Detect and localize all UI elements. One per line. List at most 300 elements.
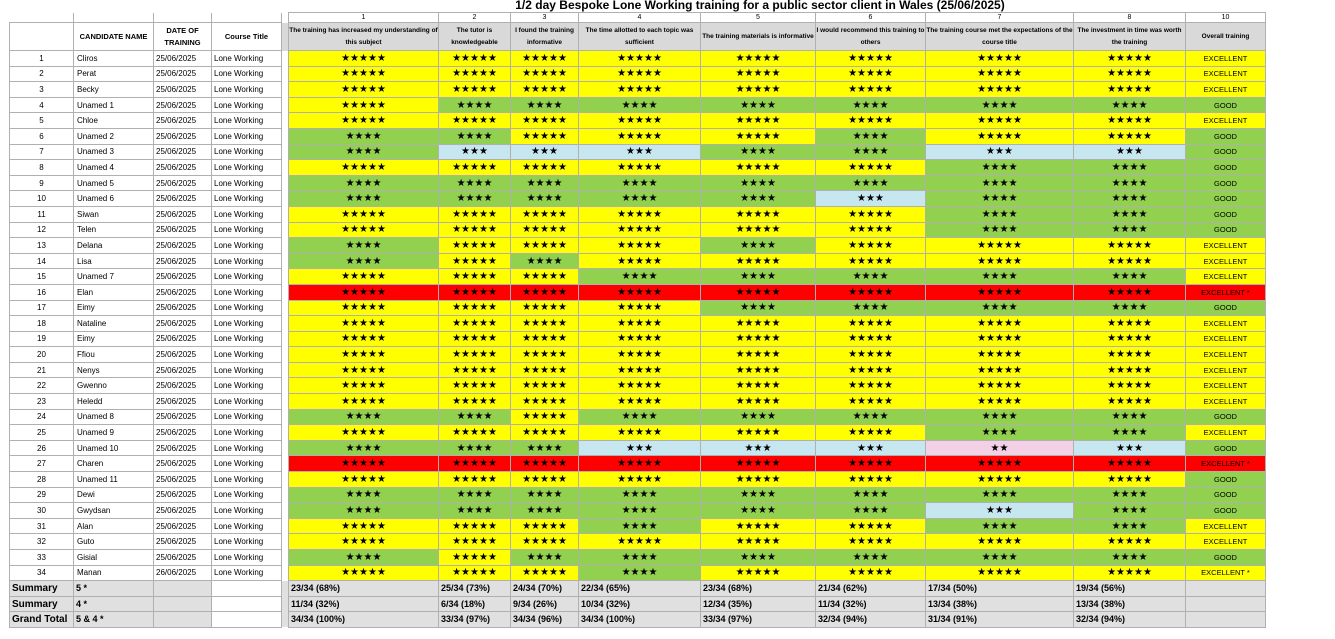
blank-cell (10, 13, 74, 23)
spacer-cell (282, 97, 289, 113)
star-rating: ★★★★ (439, 409, 511, 425)
column-number: 4 (579, 13, 701, 23)
star-rating: ★★★★★ (511, 534, 579, 550)
summary-value: 19/34 (56%) (1074, 581, 1186, 597)
table-row (10, 394, 1266, 410)
star-rating: ★★★★★ (511, 160, 579, 176)
course-title: Lone Working (212, 425, 282, 441)
spacer-cell (282, 51, 289, 67)
star-rating: ★★★★ (439, 175, 511, 191)
spacer-cell (282, 518, 289, 534)
star-rating: ★★★★★ (511, 269, 579, 285)
star-rating: ★★★★★ (511, 472, 579, 488)
course-title: Lone Working (212, 565, 282, 581)
star-rating: ★★★★★ (439, 565, 511, 581)
header-course-title: Course Title (212, 23, 282, 51)
training-date: 25/06/2025 (154, 456, 212, 472)
star-rating: ★★★★ (926, 487, 1074, 503)
spacer-cell (282, 581, 289, 597)
training-date: 25/06/2025 (154, 316, 212, 332)
overall-rating: EXCELLENT (1186, 518, 1266, 534)
candidate-name: Heledd (74, 394, 154, 410)
training-date: 25/06/2025 (154, 300, 212, 316)
spacer-cell (282, 160, 289, 176)
star-rating: ★★★★★ (511, 456, 579, 472)
star-rating: ★★★★ (289, 191, 439, 207)
row-number: 30 (10, 503, 74, 519)
header-question-1: The training has increased my understanding of this subject (289, 23, 439, 51)
table-row (10, 269, 1266, 285)
star-rating: ★★★★★ (439, 378, 511, 394)
summary-blank (212, 612, 282, 628)
star-rating: ★★★★★ (926, 362, 1074, 378)
star-rating: ★★★★ (1074, 550, 1186, 566)
star-rating: ★★★★★ (816, 284, 926, 300)
star-rating: ★★★★★ (439, 425, 511, 441)
star-rating: ★★★★★ (511, 238, 579, 254)
star-rating: ★★★★ (1074, 409, 1186, 425)
star-rating: ★★★★★ (816, 82, 926, 98)
summary-value: 33/34 (97%) (439, 612, 511, 628)
star-rating: ★★★★★ (579, 425, 701, 441)
star-rating: ★★★★ (816, 487, 926, 503)
candidate-name: Chloe (74, 113, 154, 129)
course-title: Lone Working (212, 331, 282, 347)
overall-rating: GOOD (1186, 144, 1266, 160)
star-rating: ★★★★ (816, 97, 926, 113)
blank-cell (212, 13, 282, 23)
row-number: 5 (10, 113, 74, 129)
candidate-name: Unamed 8 (74, 409, 154, 425)
star-rating: ★★★★★ (439, 472, 511, 488)
table-row (10, 128, 1266, 144)
star-rating: ★★★★★ (579, 456, 701, 472)
star-rating: ★★★★★ (1074, 347, 1186, 363)
table-row (10, 456, 1266, 472)
spacer-cell (282, 222, 289, 238)
table-row (10, 565, 1266, 581)
overall-rating: EXCELLENT * (1186, 565, 1266, 581)
course-title: Lone Working (212, 518, 282, 534)
summary-row (10, 596, 1266, 612)
header-question-6: I would recommend this training to others (816, 23, 926, 51)
star-rating: ★★★ (816, 191, 926, 207)
star-rating: ★★★★★ (511, 331, 579, 347)
row-number: 33 (10, 550, 74, 566)
star-rating: ★★★★★ (439, 51, 511, 67)
star-rating: ★★★★★ (289, 378, 439, 394)
header-question-3: I found the training informative (511, 23, 579, 51)
table-row (10, 518, 1266, 534)
star-rating: ★★★★★ (439, 113, 511, 129)
row-number: 6 (10, 128, 74, 144)
summary-label: Grand Total (10, 612, 74, 628)
star-rating: ★★★★ (816, 300, 926, 316)
row-number: 32 (10, 534, 74, 550)
column-number: 10 (1186, 13, 1266, 23)
star-rating: ★★★★★ (1074, 565, 1186, 581)
star-rating: ★★★★★ (701, 66, 816, 82)
star-rating: ★★★★ (926, 222, 1074, 238)
row-number: 15 (10, 269, 74, 285)
candidate-name: Gisial (74, 550, 154, 566)
candidate-name: Unamed 7 (74, 269, 154, 285)
summary-value: 13/34 (38%) (1074, 596, 1186, 612)
star-rating: ★★★★★ (579, 82, 701, 98)
spacer-cell (282, 206, 289, 222)
star-rating: ★★★★★ (439, 362, 511, 378)
star-rating: ★★★★ (926, 409, 1074, 425)
star-rating: ★★★★ (289, 409, 439, 425)
star-rating: ★★★★★ (289, 425, 439, 441)
spacer-cell (282, 503, 289, 519)
star-rating: ★★★★★ (511, 128, 579, 144)
star-rating: ★★★★ (926, 425, 1074, 441)
star-rating: ★★★★★ (579, 534, 701, 550)
star-rating: ★★★★★ (816, 316, 926, 332)
star-rating: ★★★★ (701, 97, 816, 113)
spacer-cell (282, 316, 289, 332)
sheet-title: 1/2 day Bespoke Lone Working training for a public sector client in Wales (25/06/2025) (515, 0, 1005, 12)
training-date: 25/06/2025 (154, 409, 212, 425)
star-rating: ★★★★★ (511, 82, 579, 98)
star-rating: ★★★★★ (579, 253, 701, 269)
training-date: 25/06/2025 (154, 128, 212, 144)
training-date: 25/06/2025 (154, 284, 212, 300)
table-row (10, 82, 1266, 98)
star-rating: ★★★★★ (816, 113, 926, 129)
star-rating: ★★★★ (1074, 97, 1186, 113)
star-rating: ★★★ (926, 503, 1074, 519)
training-date: 25/06/2025 (154, 487, 212, 503)
star-rating: ★★★★★ (289, 331, 439, 347)
summary-value: 34/34 (96%) (511, 612, 579, 628)
candidate-name: Guto (74, 534, 154, 550)
spacer-cell (282, 409, 289, 425)
star-rating: ★★★★★ (701, 128, 816, 144)
star-rating: ★★★★★ (289, 284, 439, 300)
summary-value: 21/34 (62%) (816, 581, 926, 597)
candidate-name: Eimy (74, 300, 154, 316)
table-row (10, 253, 1266, 269)
row-number: 2 (10, 66, 74, 82)
course-title: Lone Working (212, 487, 282, 503)
star-rating: ★★★★★ (701, 378, 816, 394)
star-rating: ★★★★★ (926, 253, 1074, 269)
candidate-name: Nataline (74, 316, 154, 332)
row-number: 9 (10, 175, 74, 191)
candidate-name: Unamed 1 (74, 97, 154, 113)
star-rating: ★★★★★ (701, 565, 816, 581)
star-rating: ★★★★★ (439, 456, 511, 472)
star-rating: ★★★★★ (701, 331, 816, 347)
star-rating: ★★★★★ (816, 456, 926, 472)
training-date: 25/06/2025 (154, 253, 212, 269)
star-rating: ★★★★ (701, 269, 816, 285)
spacer-cell (282, 300, 289, 316)
star-rating: ★★★★★ (439, 222, 511, 238)
training-date: 25/06/2025 (154, 66, 212, 82)
spacer-cell (282, 472, 289, 488)
star-rating: ★★★★ (511, 191, 579, 207)
star-rating: ★★★★★ (511, 362, 579, 378)
summary-blank (212, 596, 282, 612)
header-question-5: The training materials is informative (701, 23, 816, 51)
feedback-table (9, 12, 1266, 628)
candidate-name: Cliros (74, 51, 154, 67)
star-rating: ★★★★ (289, 550, 439, 566)
overall-rating: EXCELLENT (1186, 316, 1266, 332)
star-rating: ★★★★ (926, 550, 1074, 566)
star-rating: ★★★★★ (289, 472, 439, 488)
candidate-name: Becky (74, 82, 154, 98)
star-rating: ★★★★★ (701, 534, 816, 550)
summary-value: 12/34 (35%) (701, 596, 816, 612)
row-number: 21 (10, 362, 74, 378)
star-rating: ★★★★ (701, 191, 816, 207)
star-rating: ★★★★★ (579, 284, 701, 300)
table-row (10, 316, 1266, 332)
course-title: Lone Working (212, 300, 282, 316)
spacer-cell (282, 394, 289, 410)
star-rating: ★★★★ (439, 97, 511, 113)
star-rating: ★★★★★ (926, 238, 1074, 254)
overall-rating: EXCELLENT (1186, 66, 1266, 82)
training-date: 25/06/2025 (154, 378, 212, 394)
star-rating: ★★★★★ (1074, 284, 1186, 300)
star-rating: ★★★★★ (439, 253, 511, 269)
candidate-name: Unamed 2 (74, 128, 154, 144)
summary-value: 6/34 (18%) (439, 596, 511, 612)
star-rating: ★★★★★ (926, 66, 1074, 82)
row-number: 24 (10, 409, 74, 425)
star-rating: ★★★★ (579, 518, 701, 534)
star-rating: ★★★★★ (439, 347, 511, 363)
training-date: 25/06/2025 (154, 222, 212, 238)
row-number: 27 (10, 456, 74, 472)
star-rating: ★★★★ (579, 565, 701, 581)
star-rating: ★★★★★ (579, 113, 701, 129)
star-rating: ★★★★★ (701, 456, 816, 472)
star-rating: ★★★★★ (816, 51, 926, 67)
summary-value: 10/34 (32%) (579, 596, 701, 612)
star-rating: ★★★★★ (701, 222, 816, 238)
overall-rating: GOOD (1186, 97, 1266, 113)
star-rating: ★★★★ (1074, 160, 1186, 176)
star-rating: ★★★★★ (816, 253, 926, 269)
star-rating: ★★★★★ (816, 534, 926, 550)
star-rating: ★★★★★ (579, 331, 701, 347)
summary-sub-label: 4 * (74, 596, 154, 612)
header-row (10, 23, 1266, 51)
spacer-cell (282, 253, 289, 269)
course-title: Lone Working (212, 144, 282, 160)
star-rating: ★★★★★ (926, 316, 1074, 332)
star-rating: ★★★★ (579, 550, 701, 566)
spacer-cell (282, 144, 289, 160)
course-title: Lone Working (212, 113, 282, 129)
training-date: 25/06/2025 (154, 394, 212, 410)
spacer-cell (282, 66, 289, 82)
table-row (10, 160, 1266, 176)
overall-rating: GOOD (1186, 440, 1266, 456)
row-number: 16 (10, 284, 74, 300)
overall-rating: EXCELLENT (1186, 378, 1266, 394)
course-title: Lone Working (212, 253, 282, 269)
header-question-7: The training course met the expectations of the course title (926, 23, 1074, 51)
summary-value: 23/34 (68%) (701, 581, 816, 597)
star-rating: ★★★★ (439, 128, 511, 144)
spacer-cell (282, 378, 289, 394)
table-row (10, 113, 1266, 129)
summary-label: Summary (10, 596, 74, 612)
course-title: Lone Working (212, 440, 282, 456)
star-rating: ★★★★★ (511, 206, 579, 222)
overall-rating: EXCELLENT (1186, 347, 1266, 363)
spacer-cell (282, 238, 289, 254)
star-rating: ★★★★★ (289, 51, 439, 67)
star-rating: ★★★★ (701, 487, 816, 503)
star-rating: ★★★★★ (289, 206, 439, 222)
summary-label: Summary (10, 581, 74, 597)
column-number: 1 (289, 13, 439, 23)
table-row (10, 409, 1266, 425)
table-row (10, 191, 1266, 207)
row-number: 34 (10, 565, 74, 581)
star-rating: ★★★★★ (816, 206, 926, 222)
header-date-of-training: DATE OF TRAINING (154, 23, 212, 51)
star-rating: ★★★★★ (579, 160, 701, 176)
overall-rating: EXCELLENT (1186, 253, 1266, 269)
star-rating: ★★★★★ (701, 425, 816, 441)
summary-value: 9/34 (26%) (511, 596, 579, 612)
summary-blank (154, 581, 212, 597)
candidate-name: Ffiou (74, 347, 154, 363)
star-rating: ★★★★★ (701, 113, 816, 129)
star-rating: ★★★★★ (816, 66, 926, 82)
row-number: 14 (10, 253, 74, 269)
row-number: 23 (10, 394, 74, 410)
star-rating: ★★★★★ (701, 362, 816, 378)
star-rating: ★★★★ (579, 487, 701, 503)
star-rating: ★★★★ (926, 97, 1074, 113)
course-title: Lone Working (212, 269, 282, 285)
star-rating: ★★★★★ (289, 347, 439, 363)
star-rating: ★★★★ (439, 440, 511, 456)
column-number: 5 (701, 13, 816, 23)
star-rating: ★★★★★ (289, 362, 439, 378)
star-rating: ★★★★★ (511, 113, 579, 129)
star-rating: ★★★★ (289, 175, 439, 191)
star-rating: ★★★★★ (511, 394, 579, 410)
star-rating: ★★★ (701, 440, 816, 456)
row-number: 20 (10, 347, 74, 363)
row-number: 12 (10, 222, 74, 238)
star-rating: ★★★★★ (289, 534, 439, 550)
star-rating: ★★★★★ (579, 316, 701, 332)
column-number-row (10, 13, 1266, 23)
star-rating: ★★★★★ (1074, 472, 1186, 488)
star-rating: ★★★★ (926, 191, 1074, 207)
table-row (10, 66, 1266, 82)
overall-rating: GOOD (1186, 409, 1266, 425)
star-rating: ★★★★★ (1074, 331, 1186, 347)
candidate-name: Elan (74, 284, 154, 300)
star-rating: ★★★★ (1074, 425, 1186, 441)
star-rating: ★★★★★ (926, 456, 1074, 472)
training-date: 25/06/2025 (154, 362, 212, 378)
star-rating: ★★★★ (816, 144, 926, 160)
row-number: 4 (10, 97, 74, 113)
table-row (10, 472, 1266, 488)
summary-sub-label: 5 & 4 * (74, 612, 154, 628)
star-rating: ★★★★★ (926, 82, 1074, 98)
summary-value: 11/34 (32%) (816, 596, 926, 612)
spacer-cell (282, 269, 289, 285)
star-rating: ★★★★★ (926, 347, 1074, 363)
table-row (10, 362, 1266, 378)
star-rating: ★★★★ (289, 440, 439, 456)
star-rating: ★★★★★ (701, 51, 816, 67)
row-number: 1 (10, 51, 74, 67)
star-rating: ★★★★ (1074, 487, 1186, 503)
overall-rating: EXCELLENT (1186, 394, 1266, 410)
summary-value: 32/34 (94%) (1074, 612, 1186, 628)
star-rating: ★★★★★ (1074, 456, 1186, 472)
star-rating: ★★★★★ (579, 206, 701, 222)
candidate-name: Manan (74, 565, 154, 581)
star-rating: ★★★★★ (579, 128, 701, 144)
star-rating: ★★★ (511, 144, 579, 160)
star-rating: ★★★★★ (579, 300, 701, 316)
star-rating: ★★★★★ (289, 160, 439, 176)
candidate-name: Gwydsan (74, 503, 154, 519)
star-rating: ★★★★★ (511, 565, 579, 581)
star-rating: ★★★★★ (926, 113, 1074, 129)
training-date: 25/06/2025 (154, 113, 212, 129)
star-rating: ★★★★★ (1074, 51, 1186, 67)
star-rating: ★★★★★ (289, 97, 439, 113)
star-rating: ★★★★★ (816, 472, 926, 488)
star-rating: ★★★★★ (926, 378, 1074, 394)
star-rating: ★★★★★ (289, 66, 439, 82)
overall-rating: EXCELLENT (1186, 113, 1266, 129)
row-number: 22 (10, 378, 74, 394)
overall-rating: GOOD (1186, 503, 1266, 519)
star-rating: ★★★★★ (289, 113, 439, 129)
spacer-cell (282, 82, 289, 98)
row-number: 13 (10, 238, 74, 254)
candidate-name: Unamed 5 (74, 175, 154, 191)
summary-blank (154, 596, 212, 612)
star-rating: ★★★★★ (439, 66, 511, 82)
star-rating: ★★★★ (701, 238, 816, 254)
spacer-cell (282, 565, 289, 581)
table-row (10, 206, 1266, 222)
course-title: Lone Working (212, 409, 282, 425)
star-rating: ★★★★ (579, 269, 701, 285)
star-rating: ★★★★★ (439, 206, 511, 222)
column-number: 2 (439, 13, 511, 23)
star-rating: ★★★★ (1074, 222, 1186, 238)
star-rating: ★★★★★ (816, 565, 926, 581)
star-rating: ★★★★ (1074, 269, 1186, 285)
star-rating: ★★★★ (579, 409, 701, 425)
star-rating: ★★★★★ (439, 316, 511, 332)
candidate-name: Alan (74, 518, 154, 534)
spacer-cell (282, 128, 289, 144)
summary-sub-label: 5 * (74, 581, 154, 597)
